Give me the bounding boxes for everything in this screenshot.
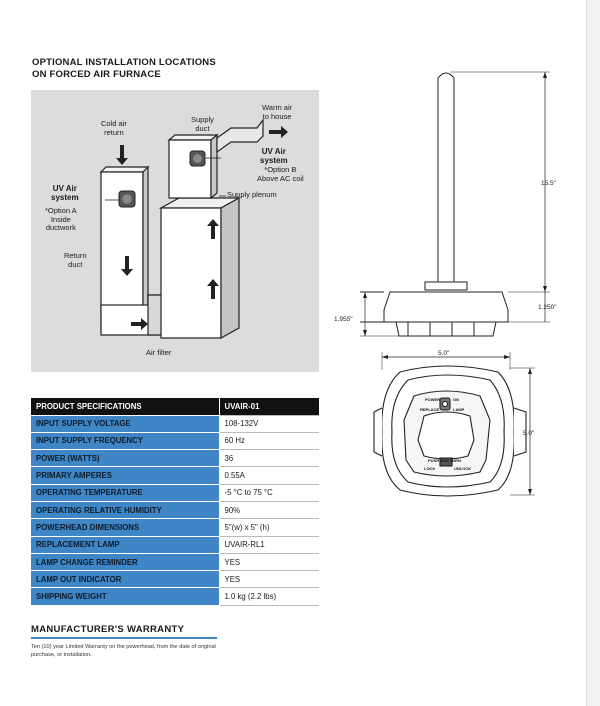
spec-label: LAMP CHANGE REMINDER [31, 553, 219, 570]
spec-label: INPUT SUPPLY FREQUENCY [31, 432, 219, 449]
dim-flange: 1.955" [334, 316, 353, 323]
spec-row [31, 571, 319, 588]
spec-row [31, 484, 319, 501]
dim-lamp-height: 15.5" [541, 180, 556, 187]
label-cold-air-return: Cold air return [101, 119, 127, 137]
label-supply-plenum: Supply plenum [227, 190, 277, 199]
uv-unit-option-b [190, 151, 205, 166]
spec-header-row [31, 398, 319, 415]
knob-label-replace: REPLACE [420, 407, 440, 412]
spec-label: PRIMARY AMPERES [31, 467, 219, 484]
spec-label: OPERATING TEMPERATURE [31, 484, 219, 501]
spec-value: 60 Hz [219, 432, 319, 449]
dim-side-depth: 5.0" [523, 430, 535, 437]
spec-row [31, 450, 319, 467]
label-option-a: *Option A Inside ductwork [45, 206, 77, 232]
spec-value: 1.0 kg (2.2 lbs) [219, 588, 319, 605]
label-air-filter: Air filter [146, 348, 172, 357]
spec-value: 108-132V [219, 415, 319, 432]
knob-label-power: POWER [425, 397, 441, 402]
spec-value: UVAIR-RL1 [219, 536, 319, 553]
spec-header-label: PRODUCT SPECIFICATIONS [31, 398, 219, 415]
title-line-1: OPTIONAL INSTALLATION LOCATIONS [32, 57, 216, 68]
spec-value: 5"(w) x 5" (h) [219, 519, 319, 536]
page-edge [586, 0, 600, 706]
title-line-2: ON FORCED AIR FURNACE [32, 69, 161, 80]
label-uv-system-b: UV Air system [260, 147, 288, 165]
dim-base-height: 1.250" [538, 304, 557, 311]
spec-row [31, 553, 319, 570]
warranty-title: MANUFACTURER'S WARRANTY [31, 624, 185, 635]
label-uv-system-a: UV Air system [51, 184, 79, 202]
spec-value: -5 °C to 75 °C [219, 484, 319, 501]
spec-value: 36 [219, 450, 319, 467]
label-return-duct: Return duct [64, 251, 87, 269]
spec-label: LAMP OUT INDICATOR [31, 571, 219, 588]
spec-label: POWER (WATTS) [31, 450, 219, 467]
spec-value: YES [219, 571, 319, 588]
warranty-underline [31, 637, 217, 639]
label-supply-duct: Supply duct [191, 115, 214, 133]
knob-label-on: ON [453, 397, 459, 402]
label-option-b: *Option B Above AC coil [257, 165, 304, 183]
spec-label: SHIPPING WEIGHT [31, 588, 219, 605]
spec-label: INPUT SUPPLY VOLTAGE [31, 415, 219, 432]
spec-row [31, 536, 319, 553]
spec-row [31, 467, 319, 484]
technical-drawing [330, 60, 570, 510]
spec-row [31, 432, 319, 449]
furnace-shape [161, 198, 239, 338]
spec-label: REPLACEMENT LAMP [31, 536, 219, 553]
spec-row [31, 415, 319, 432]
product-specifications-table [31, 398, 319, 606]
spec-row [31, 519, 319, 536]
spec-row [31, 588, 319, 605]
uv-unit-option-a [119, 191, 135, 207]
warranty-text: Ten (10) year Limited Warranty on the powerhead, from the date of original purchase, or installation. [31, 644, 216, 658]
section-title [32, 57, 216, 81]
spec-row [31, 501, 319, 518]
knob-label-unlock: UNLOCK [454, 466, 472, 471]
installation-diagram [31, 90, 319, 372]
arrow-right-icon [269, 126, 288, 138]
label-warm-air: Warm air to house [262, 103, 293, 121]
knob-label-lock: LOCK [424, 466, 436, 471]
arrow-down-icon [116, 145, 128, 165]
dimension-drawing [330, 60, 570, 510]
spec-header-value: UVAIR-01 [219, 398, 319, 415]
knob-label-lamp: LAMP [453, 407, 465, 412]
spec-value: YES [219, 553, 319, 570]
supply-duct-shape [217, 120, 263, 152]
spec-label: POWERHEAD DIMENSIONS [31, 519, 219, 536]
knob-label-push-turn: PUSH AND TURN [428, 458, 461, 463]
spec-value: 90% [219, 501, 319, 518]
dim-top-width: 5.0" [438, 350, 450, 357]
spec-label: OPERATING RELATIVE HUMIDITY [31, 501, 219, 518]
spec-value: 0.55A [219, 467, 319, 484]
